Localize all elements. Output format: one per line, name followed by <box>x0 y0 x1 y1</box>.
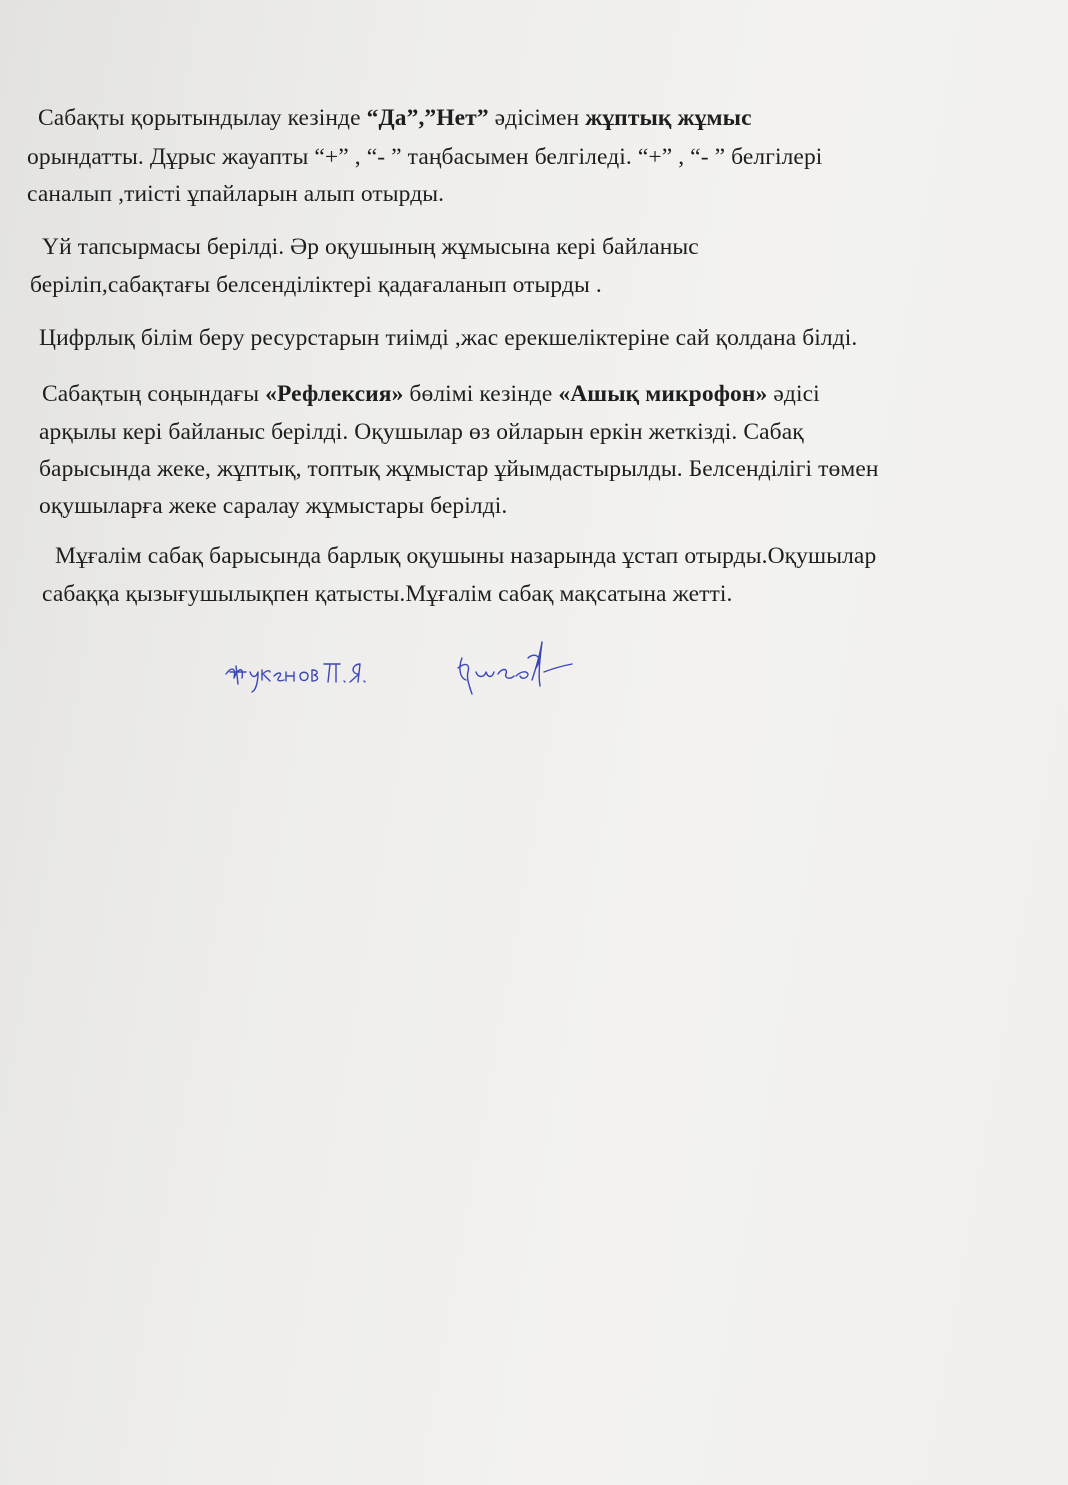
text-run: әдісі <box>767 381 820 407</box>
signature-mark-stroke <box>458 658 472 694</box>
text-run: бөлімі кезінде <box>403 381 559 407</box>
paragraph-3-line-1: Цифрлық білім беру ресурстарын тиімді ,жас ерекшеліктеріне сай қолдана білді. <box>39 325 858 351</box>
signature-name-stroke <box>250 672 258 692</box>
text-run: Сабақты қорытындылау кезінде <box>38 105 367 131</box>
text-run: Сабақтың соңындағы <box>42 381 266 407</box>
bold-work-type: жұптық жұмыс <box>585 105 752 131</box>
paragraph-1-line-3: саналып ,тиісті ұпайларын алып отырды. <box>27 181 445 207</box>
signature-name-stroke <box>226 666 246 684</box>
signature-name-stroke <box>274 673 284 681</box>
paragraph-4-line-2: арқылы кері байланыс берілді. Оқушылар өз ойларын еркін жеткізді. Сабақ <box>39 419 804 445</box>
paragraph-4-line-3: барысында жеке, жұптық, топтық жұмыстар ұйымдастырылды. Белсенділігі төмен <box>39 456 879 482</box>
signature-name-stroke <box>312 670 318 681</box>
bold-section-name: «Рефлексия» <box>265 381 404 407</box>
paragraph-1-line-2: орындатты. Дұрыс жауапты “+” , “- ” таңбасымен белгіледі. “+” , “- ” белгілері <box>27 144 823 170</box>
bold-method-name: “Да”,”Нет” <box>366 105 489 131</box>
paragraph-2-line-1: Үй тапсырмасы берілді. Әр оқушының жұмысына кері байланыс <box>42 234 699 260</box>
text-run: әдісімен <box>488 105 586 131</box>
signature-name-stroke <box>364 681 365 682</box>
signature-name-stroke <box>262 670 270 681</box>
paragraph-1-line-1 <box>38 104 752 132</box>
paragraph-4-line-1 <box>42 380 820 408</box>
bold-method-name: «Ашық микрофон» <box>558 381 768 407</box>
paragraph-4-line-4: оқушыларға жеке саралау жұмыстары берілді. <box>39 493 508 519</box>
signature-mark-stroke <box>516 672 528 678</box>
signature-name-stroke <box>324 664 340 682</box>
paragraph-2-line-2: беріліп,сабақтағы белсенділіктері қадағаланып отырды . <box>30 272 602 298</box>
signature-name-stroke <box>286 672 294 681</box>
paragraph-5-line-1: Мұғалім сабақ барысында барлық оқушыны назарында ұстап отырды.Оқушылар <box>55 543 877 569</box>
signature-name-stroke <box>344 681 345 682</box>
signature-mark-stroke <box>498 670 514 679</box>
signature-mark-stroke <box>544 664 572 672</box>
handwritten-signature <box>222 628 582 708</box>
signature-mark-stroke <box>528 642 542 686</box>
signature-name-stroke <box>300 672 308 680</box>
signature-mark-stroke <box>476 672 494 677</box>
signature-name-stroke <box>350 664 360 682</box>
paragraph-5-line-2: сабаққа қызығушылықпен қатысты.Мұғалім сабақ мақсатына жетті. <box>42 581 733 607</box>
